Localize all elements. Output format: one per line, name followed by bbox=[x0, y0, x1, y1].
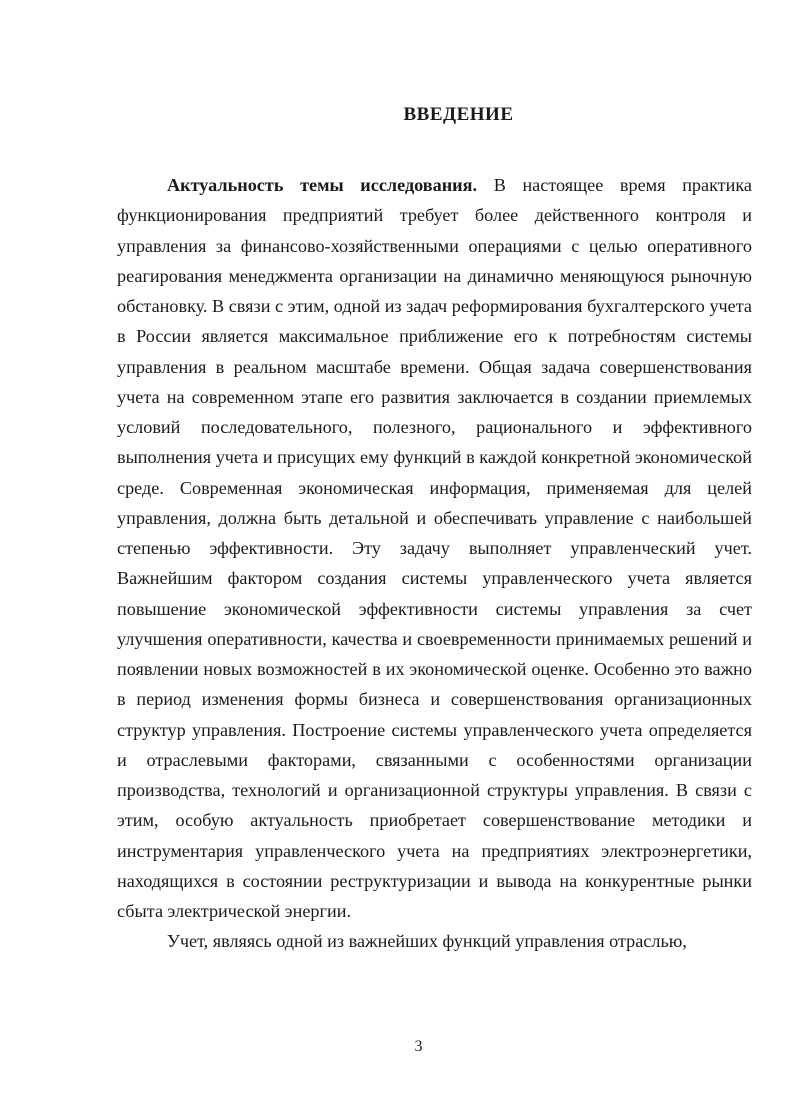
document-body bbox=[117, 170, 752, 957]
page-title: ВВЕДЕНИЕ bbox=[403, 104, 514, 125]
paragraph-relevance bbox=[117, 170, 752, 926]
paragraph-lead: Актуальность темы исследования. bbox=[167, 175, 478, 195]
paragraph-accounting bbox=[117, 926, 752, 956]
paragraph-text: В настоящее время практика функционирования предприятий требует более действенного контроля и управления за финансово-хозяйственными операциями с целью оперативного реагирования менеджмента организации на динамично меняющуюся рыночную обстановку. В связи с этим, одной из задач реформирования бухгалтерского учета в России является максимальное приближение его к потребностям системы управления в реальном масштабе времени. Общая задача совершенствования учета на современном этапе его развития заключается в создании приемлемых условий последовательного, полезного, рационального и эффективного выполнения учета и присущих ему функций в каждой конкретной экономической среде. Современная экономическая информация, применяемая для целей управления, должна быть детальной и обеспечивать управление с наибольшей степенью эффективности. Эту задачу выполняет управленческий учет. Важнейшим фактором создания системы управленческого учета является повышение экономической эффективности системы управления за счет улучшения оперативности, качества и своевременности принимаемых решений и появлении новых возможностей в их экономической оценке. Особенно это важно в период изменения формы бизнеса и совершенствования организационных структур управления. Построение системы управленческого учета определяется и отраслевыми факторами, связанными с особенностями организации производства, технологий и организационной структуры управления. В связи с этим, особую актуальность приобретает совершенствование методики и инструментария управленческого учета на предприятиях электроэнергетики, находящихся в состоянии реструктуризации и вывода на конкурентные рынки сбыта электрической энергии. bbox=[117, 175, 753, 921]
paragraph-text: Учет, являясь одной из важнейших функций управления отраслью, bbox=[167, 931, 687, 952]
page-number: 3 bbox=[414, 1038, 423, 1055]
